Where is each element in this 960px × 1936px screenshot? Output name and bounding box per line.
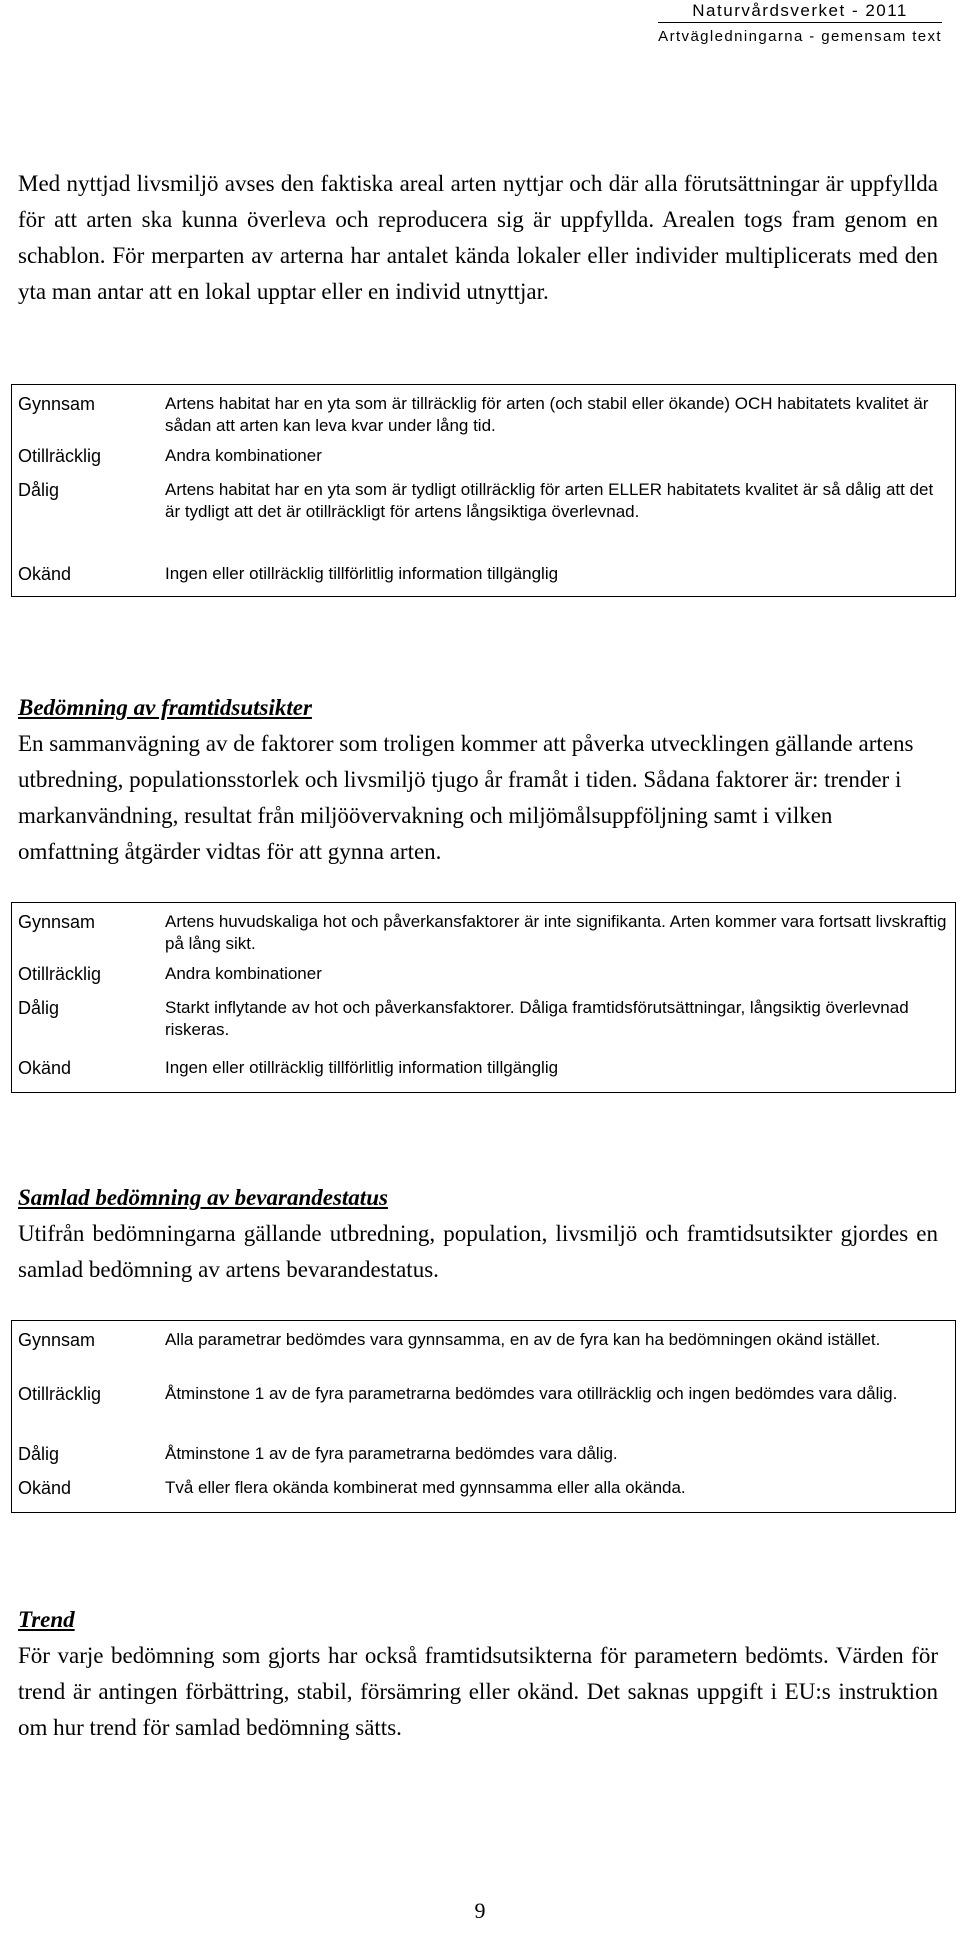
header-subtitle: Artvägledningarna - gemensam text [658,28,942,45]
row-label: Otillräcklig [18,1383,102,1404]
table-row [12,1477,956,1513]
table-row [12,1057,956,1093]
future-assessment-table [11,902,956,1093]
row-label: Gynnsam [18,1330,96,1350]
overall-assessment-table [11,1320,956,1513]
row-text: Artens huvudskaliga hot och påverkansfaktorer är inte signifikanta. Arten kommer vara fortsatt livskraftig på lång sikt. [165,912,947,953]
row-text: Artens habitat har en yta som är tillräcklig för arten (och stabil eller ökande) OCH habitatets kvalitet är sådan att arten kan leva kvar under lång tid. [165,394,929,435]
row-text: Artens habitat har en yta som är tydligt otillräcklig för arten ELLER habitatets kvalitet är så dålig att det är tydligt att det är otillräckligt för artens långsiktiga överlevnad. [165,479,934,521]
row-label: Okänd [18,1477,72,1498]
row-text: Starkt inflytande av hot och påverkansfaktorer. Dåliga framtidsförutsättningar, långsiktig överlevnad riskeras. [165,997,909,1039]
table-row [12,479,956,563]
row-label: Otillräcklig [18,445,102,466]
row-text: Ingen eller otillräcklig tillförlitlig information tillgänglig [165,563,559,583]
heading-future-prospects: Bedömning av framtidsutsikter [18,695,312,720]
row-label: Otillräcklig [18,963,102,984]
row-text: Andra kombinationer [165,445,322,465]
row-label: Gynnsam [18,912,96,932]
table-row [12,963,956,997]
intro-paragraph: Med nyttjad livsmiljö avses den faktiska areal arten nyttjar och där alla förutsättningar är uppfyllda för att arten ska kunna överleva och reproducera sig är uppfyllda. Arealen togs fram genom en schablon. För merparten av arterna har antalet kända lokaler eller individer multiplicerats med den yta man antar att en lokal upptar eller en individ utnyttjar. [18,171,938,304]
running-header [658,0,942,48]
row-label: Okänd [18,563,72,584]
habitat-assessment-table [11,384,956,597]
row-label: Dålig [18,479,60,500]
row-text: Alla parametrar bedömdes vara gynnsamma, en av de fyra kan ha bedömningen okänd istället. [165,1330,881,1349]
row-text: Andra kombinationer [165,963,322,983]
page-number: 9 [474,1898,486,1923]
table-row [12,1443,956,1477]
heading-trend: Trend [18,1607,75,1632]
row-label: Dålig [18,1443,60,1464]
table-row [12,1383,956,1443]
table-row [12,445,956,479]
table-row [12,563,956,597]
row-text: Åtminstone 1 av de fyra parametrarna bedömdes vara otillräcklig och ingen bedömdes vara dålig. [165,1383,898,1403]
table-row [12,903,956,963]
row-text: Ingen eller otillräcklig tillförlitlig information tillgänglig [165,1057,559,1077]
overall-status-paragraph: Utifrån bedömningarna gällande utbredning, population, livsmiljö och framtidsutsikter gjordes en samlad bedömning av artens bevarandestatus. [18,1221,938,1282]
trend-paragraph: För varje bedömning som gjorts har också framtidsutsikterna för parametern bedömts. Värden för trend är antingen förbättring, stabil, försämring eller okänd. Det saknas uppgift i EU:s instruktion om hur trend för samlad bedömning sätts. [18,1643,938,1740]
row-text: Två eller flera okända kombinerat med gynnsamma eller alla okända. [165,1477,686,1497]
future-prospects-paragraph: En sammanvägning av de faktorer som troligen kommer att påverka utvecklingen gällande artens utbredning, populationsstorlek och livsmiljö tjugo år framåt i tiden. Sådana faktorer är: trender i markanvändning, resultat från miljöövervakning och miljömålsuppföljning samt i vilken omfattning åtgärder vidtas för att gynna arten. [18,731,914,864]
row-label: Gynnsam [18,394,96,414]
heading-overall-status: Samlad bedömning av bevarandestatus [18,1185,388,1210]
table-row [12,385,956,445]
row-text: Åtminstone 1 av de fyra parametrarna bedömdes vara dålig. [165,1443,618,1463]
header-publisher: Naturvårdsverket - 2011 [658,0,942,23]
row-label: Okänd [18,1057,72,1078]
table-row [12,1321,956,1383]
row-label: Dålig [18,997,60,1018]
table-row [12,997,956,1057]
